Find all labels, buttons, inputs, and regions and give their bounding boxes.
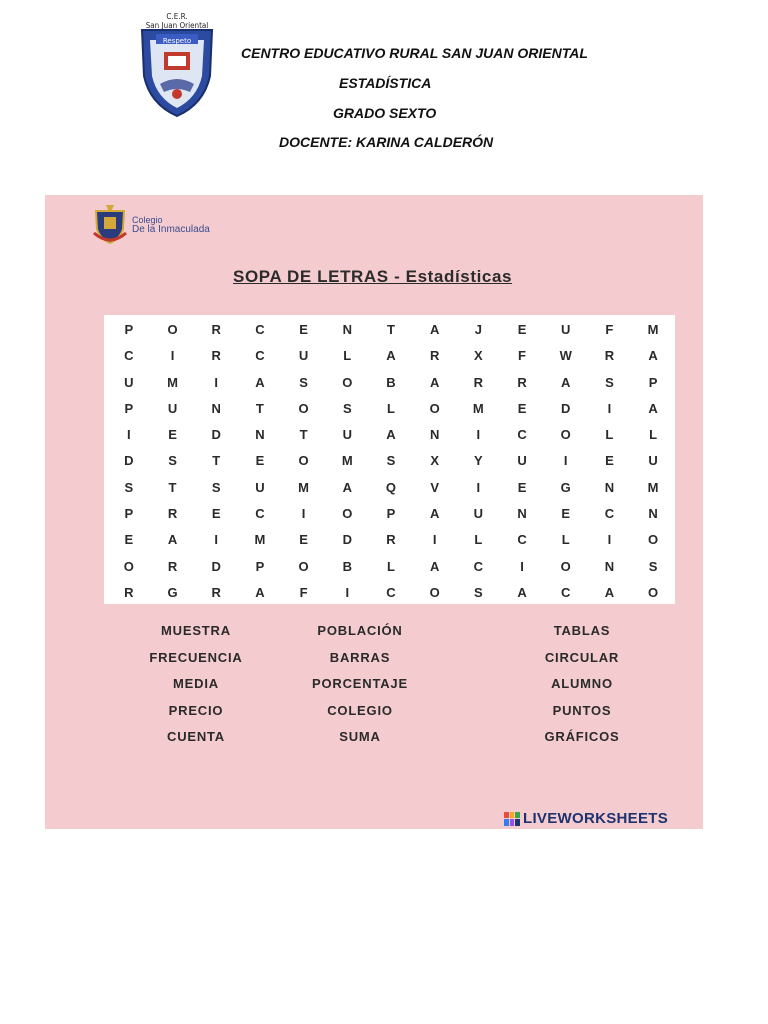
grid-cell[interactable]: O xyxy=(648,584,659,600)
word-list xyxy=(45,623,703,756)
grid-cell[interactable]: I xyxy=(214,374,219,390)
grid-cell[interactable]: D xyxy=(561,400,571,416)
word-search-grid xyxy=(104,315,675,604)
grid-cell[interactable]: A xyxy=(255,584,265,600)
grid-cell[interactable]: A xyxy=(386,427,396,443)
grid-cell[interactable]: U xyxy=(342,427,352,443)
grid-cell[interactable]: A xyxy=(429,322,440,337)
word-list-row xyxy=(45,623,703,650)
grid-cell[interactable]: L xyxy=(649,427,658,443)
grid-row xyxy=(104,448,675,474)
word-list-row xyxy=(45,650,703,677)
grid-cell[interactable]: W xyxy=(559,348,572,364)
word-item: BARRAS xyxy=(329,649,391,665)
grid-cell[interactable]: A xyxy=(648,348,658,364)
grid-cell[interactable]: R xyxy=(604,348,615,364)
word-item: CUENTA xyxy=(167,729,225,744)
grid-cell[interactable]: S xyxy=(342,400,352,416)
inmaculada-crest-icon xyxy=(92,203,128,245)
grid-cell[interactable]: U xyxy=(167,400,178,416)
grid-cell[interactable]: B xyxy=(342,558,352,574)
word-list-row xyxy=(45,676,703,703)
grid-cell[interactable]: P xyxy=(255,558,265,574)
grid-cell[interactable]: O xyxy=(342,374,353,390)
grid-cell[interactable]: R xyxy=(517,374,527,390)
grid-cell[interactable]: M xyxy=(254,532,266,548)
grid-cell[interactable]: T xyxy=(255,400,264,416)
grid-row xyxy=(104,580,675,606)
grid-cell[interactable]: P xyxy=(386,506,396,522)
grid-cell[interactable]: M xyxy=(167,374,178,390)
grid-cell[interactable]: A xyxy=(429,558,440,574)
grid-cell[interactable]: P xyxy=(124,322,134,337)
grid-cell[interactable]: M xyxy=(647,479,659,495)
word-item: CIRCULAR xyxy=(544,649,620,665)
grid-cell[interactable]: G xyxy=(167,584,178,600)
grid-cell[interactable]: M xyxy=(647,322,659,337)
grid-cell[interactable]: A xyxy=(386,348,396,364)
grid-cell[interactable]: R xyxy=(429,348,440,364)
grid-cell[interactable]: X xyxy=(430,453,439,469)
grid-cell[interactable]: I xyxy=(476,479,481,495)
grid-cell[interactable]: N xyxy=(517,506,527,522)
grid-cell[interactable]: F xyxy=(299,584,308,600)
header-teacher: DOCENTE: KARINA CALDERÓN xyxy=(279,134,494,150)
grid-cell[interactable]: G xyxy=(560,479,571,495)
logo-square xyxy=(504,812,509,819)
school-crest xyxy=(138,6,216,118)
liveworksheets-logo-icon xyxy=(504,812,520,826)
grid-cell[interactable]: I xyxy=(607,400,612,416)
grid-cell[interactable]: E xyxy=(605,453,614,469)
grid-cell[interactable]: C xyxy=(561,584,571,600)
grid-cell[interactable]: E xyxy=(517,479,527,495)
grid-cell[interactable]: U xyxy=(124,374,134,390)
grid-cell[interactable]: R xyxy=(386,532,396,548)
grid-cell[interactable]: C xyxy=(386,584,396,600)
grid-cell[interactable]: S xyxy=(124,479,134,495)
grid-cell[interactable]: C xyxy=(255,322,265,337)
worksheet-panel xyxy=(45,195,703,829)
grid-cell[interactable]: E xyxy=(517,400,527,416)
grid-cell[interactable]: I xyxy=(607,532,612,548)
grid-cell[interactable]: R xyxy=(211,584,221,600)
grid-cell[interactable]: S xyxy=(386,453,396,469)
school-logo-text xyxy=(132,215,210,235)
grid-cell[interactable]: E xyxy=(124,532,134,548)
grid-cell[interactable]: O xyxy=(298,558,309,574)
crest-caption-line2: San Juan Oriental xyxy=(145,21,209,30)
grid-cell[interactable]: S xyxy=(211,479,221,495)
grid-cell[interactable]: P xyxy=(124,400,134,416)
grid-cell[interactable]: I xyxy=(345,584,350,600)
grid-cell[interactable]: U xyxy=(298,348,309,364)
grid-cell[interactable]: A xyxy=(561,374,571,390)
grid-cell[interactable]: S xyxy=(648,558,658,574)
header-subject: ESTADÍSTICA xyxy=(339,75,432,91)
logo-square xyxy=(515,819,520,826)
school-logo-line1: Colegio xyxy=(132,215,163,225)
grid-cell[interactable]: I xyxy=(432,532,437,548)
grid-cell[interactable]: N xyxy=(648,506,658,522)
grid-cell[interactable]: O xyxy=(298,400,309,416)
grid-cell[interactable]: N xyxy=(211,400,221,416)
grid-cell[interactable]: C xyxy=(517,427,527,443)
grid-cell[interactable]: I xyxy=(170,348,175,364)
grid-cell[interactable]: E xyxy=(299,532,308,548)
grid-cell[interactable]: J xyxy=(474,322,482,337)
grid-cell[interactable]: C xyxy=(124,348,134,364)
logo-square xyxy=(510,812,515,819)
word-item: PORCENTAJE xyxy=(312,676,408,691)
school-logo xyxy=(92,203,212,247)
grid-row xyxy=(104,501,675,527)
grid-cell[interactable]: A xyxy=(517,584,527,600)
grid-cell[interactable]: C xyxy=(255,506,265,522)
worksheet-title: SOPA DE LETRAS - Estadísticas xyxy=(233,267,513,286)
grid-cell[interactable]: R xyxy=(167,558,178,574)
word-item: FRECUENCIA xyxy=(149,649,243,665)
grid-cell[interactable]: U xyxy=(561,322,571,337)
logo-square xyxy=(515,812,520,819)
grid-row xyxy=(104,527,675,553)
grid-cell[interactable]: N xyxy=(604,479,615,495)
grid-cell[interactable]: U xyxy=(255,479,265,495)
grid-cell[interactable]: N xyxy=(604,558,615,574)
grid-cell[interactable]: I xyxy=(127,427,131,443)
word-item: GRÁFICOS xyxy=(544,729,620,744)
grid-cell[interactable]: R xyxy=(124,584,134,600)
grid-cell[interactable]: L xyxy=(343,348,352,364)
grid-cell[interactable]: D xyxy=(124,453,134,469)
grid-cell[interactable]: T xyxy=(299,427,308,443)
word-item: ALUMNO xyxy=(551,676,613,691)
grid-cell[interactable]: C xyxy=(255,348,265,364)
grid-cell[interactable]: O xyxy=(429,584,440,600)
liveworksheets-text: LIVEWORKSHEETS xyxy=(523,810,669,827)
grid-cell[interactable]: L xyxy=(386,558,395,574)
grid-cell[interactable]: D xyxy=(342,532,352,548)
grid-cell[interactable]: A xyxy=(255,374,265,390)
grid-cell[interactable]: T xyxy=(212,453,221,469)
grid-cell[interactable]: O xyxy=(342,506,353,522)
grid-cell[interactable]: O xyxy=(298,453,309,469)
word-item: COLEGIO xyxy=(327,702,393,718)
grid-cell[interactable]: U xyxy=(517,453,527,469)
grid-cell[interactable]: M xyxy=(472,400,484,416)
grid-cell[interactable]: E xyxy=(168,427,177,443)
grid-cell[interactable]: S xyxy=(299,374,308,390)
grid-cell[interactable]: L xyxy=(605,427,614,443)
grid-cell[interactable]: L xyxy=(561,532,570,548)
grid-cell[interactable]: F xyxy=(605,322,614,337)
word-item: TABLAS xyxy=(553,623,611,638)
grid-cell[interactable]: I xyxy=(301,506,306,522)
grid-cell[interactable]: V xyxy=(430,479,439,495)
grid-cell[interactable]: X xyxy=(474,348,483,364)
grid-row xyxy=(104,317,675,343)
word-item: POBLACIÓN xyxy=(317,623,403,638)
grid-cell[interactable]: B xyxy=(386,374,396,390)
grid-cell[interactable]: L xyxy=(386,400,395,416)
grid-row xyxy=(104,422,675,448)
grid-cell[interactable]: T xyxy=(168,479,177,495)
grid-cell[interactable]: R xyxy=(473,374,484,390)
grid-cell[interactable]: C xyxy=(604,506,615,522)
grid-cell[interactable]: E xyxy=(517,322,527,337)
grid-cell[interactable]: M xyxy=(298,479,310,495)
grid-row xyxy=(104,396,675,422)
grid-cell[interactable]: O xyxy=(167,322,178,337)
grid-cell[interactable]: Q xyxy=(385,479,397,495)
word-item: MUESTRA xyxy=(161,623,231,638)
grid-cell[interactable]: I xyxy=(214,532,219,548)
grid-cell[interactable]: A xyxy=(429,374,440,390)
grid-row xyxy=(104,343,675,369)
grid-cell[interactable]: L xyxy=(474,532,483,548)
grid-cell[interactable]: I xyxy=(563,453,568,469)
crest-caption-line1: C.E.R. xyxy=(166,12,188,21)
grid-cell[interactable]: D xyxy=(211,427,221,443)
grid-cell[interactable]: T xyxy=(386,322,395,337)
grid-row xyxy=(104,475,675,501)
word-item: PRECIO xyxy=(168,702,224,718)
grid-cell[interactable]: D xyxy=(211,558,221,574)
grid-cell[interactable]: N xyxy=(429,427,440,443)
logo-square xyxy=(504,819,509,826)
grid-cell[interactable]: O xyxy=(429,400,440,416)
grid-cell[interactable]: E xyxy=(211,506,221,522)
grid-cell[interactable]: A xyxy=(429,506,440,522)
grid-cell[interactable]: P xyxy=(648,374,658,390)
grid-cell[interactable]: N xyxy=(342,322,352,337)
grid-cell[interactable]: O xyxy=(560,427,571,443)
grid-cell[interactable]: S xyxy=(474,584,483,600)
word-list-row xyxy=(45,729,703,756)
header-school-name: CENTRO EDUCATIVO RURAL SAN JUAN ORIENTAL xyxy=(241,45,588,61)
header-grade: GRADO SEXTO xyxy=(333,105,437,121)
grid-cell[interactable]: S xyxy=(605,374,614,390)
word-item: SUMA xyxy=(339,729,381,744)
grid-cell[interactable]: S xyxy=(168,453,177,469)
grid-cell[interactable]: O xyxy=(560,558,571,574)
word-list-row xyxy=(45,703,703,730)
grid-cell[interactable]: M xyxy=(341,453,353,469)
grid-cell[interactable]: F xyxy=(518,348,526,364)
grid-cell[interactable]: R xyxy=(167,506,178,522)
grid-cell[interactable]: A xyxy=(167,532,178,548)
grid-row xyxy=(104,370,675,396)
word-item: MEDIA xyxy=(173,676,219,691)
grid-cell[interactable]: E xyxy=(299,322,308,337)
logo-square xyxy=(510,819,515,826)
grid-cell[interactable]: P xyxy=(124,506,134,522)
grid-cell[interactable]: N xyxy=(255,427,265,443)
liveworksheets-brand xyxy=(504,810,668,827)
grid-cell[interactable]: E xyxy=(255,453,265,469)
school-logo-line2: De la Inmaculada xyxy=(132,224,210,235)
grid-cell[interactable]: A xyxy=(648,400,658,416)
grid-cell[interactable]: C xyxy=(473,558,484,574)
grid-cell[interactable]: I xyxy=(476,427,481,443)
grid-cell[interactable]: O xyxy=(648,532,659,548)
grid-cell[interactable]: U xyxy=(473,506,484,522)
grid-cell[interactable]: I xyxy=(520,558,524,574)
grid-cell[interactable]: A xyxy=(342,479,352,495)
grid-cell[interactable]: R xyxy=(211,322,221,337)
grid-cell[interactable]: O xyxy=(123,558,134,574)
grid-cell[interactable]: Y xyxy=(474,453,483,469)
grid-row xyxy=(104,554,675,580)
grid-cell[interactable]: R xyxy=(211,348,221,364)
grid-cell[interactable]: C xyxy=(517,532,527,548)
grid-cell[interactable]: U xyxy=(648,453,658,469)
grid-cell[interactable]: A xyxy=(604,584,615,600)
crest-motto: Respeto xyxy=(162,37,192,45)
grid-cell[interactable]: E xyxy=(561,506,571,522)
word-item: PUNTOS xyxy=(552,702,612,718)
